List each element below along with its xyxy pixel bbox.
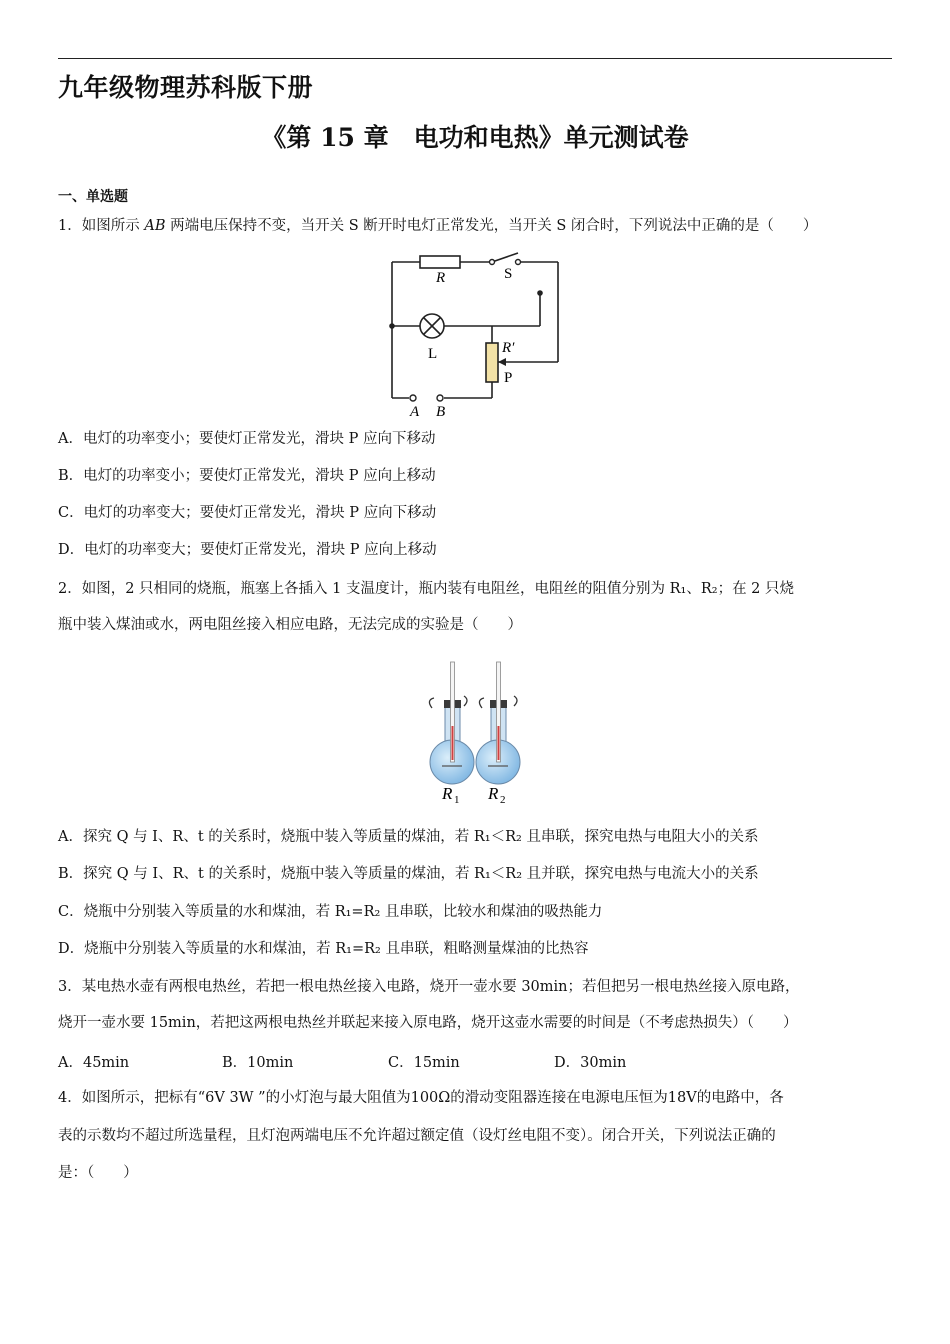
fig2-label-R2-sub: 2 xyxy=(500,794,506,806)
q4-stem-line2: 表的示数均不超过所选量程，且灯泡两端电压不允许超过额定值（设灯丝电阻不变）。闭合开关，下列说法正确的 xyxy=(58,1128,776,1144)
q3-stem-line1: 3．某电热水壶有两根电热丝，若把一根电热丝接入电路，烧开一壶水要 30min；若但把另一根电热丝接入原电路， xyxy=(58,979,800,995)
q1-option-c: C．电灯的功率变大；要使灯正常发光，滑块 P 应向下移动 xyxy=(58,505,437,521)
fig1-label-A: A xyxy=(410,404,420,420)
q3-option-b: B．10min xyxy=(222,1055,294,1071)
q2-option-a: A．探究 Q 与 I、R、t 的关系时，烧瓶中装入等质量的煤油，若 R₁＜R₂ 且串联，探究电热与电阻大小的关系 xyxy=(58,829,759,845)
q2-option-c: C．烧瓶中分别装入等质量的水和煤油，若 R₁=R₂ 且串联，比较水和煤油的吸热能力 xyxy=(58,904,603,920)
q3-option-d: D．30min xyxy=(554,1055,627,1071)
q4-stem-line3: 是：（ ） xyxy=(58,1165,138,1181)
fig1-label-Rprime: R′ xyxy=(502,340,515,356)
q1-circuit-figure xyxy=(380,246,570,422)
q3-stem-line2: 烧开一壶水要 15min，若把这两根电热丝并联起来接入原电路，烧开这壶水需要的时间是（不考虑热损失）（ ） xyxy=(58,1015,798,1031)
section-heading: 一、单选题 xyxy=(58,189,128,205)
top-rule xyxy=(58,58,892,59)
fig2-label-R2: R xyxy=(488,784,499,803)
q1-option-a: A．电灯的功率变小；要使灯正常发光，滑块 P 应向下移动 xyxy=(58,431,436,447)
q1-stem-ab: AB xyxy=(144,218,166,234)
q2-option-b: B．探究 Q 与 I、R、t 的关系时，烧瓶中装入等质量的煤油，若 R₁＜R₂ 且并联，探究电热与电流大小的关系 xyxy=(58,866,759,882)
fig2-label-R1: R xyxy=(442,784,453,803)
q3-option-c: C．15min xyxy=(388,1055,460,1071)
fig1-label-L: L xyxy=(428,346,438,362)
q2-option-d: D．烧瓶中分别装入等质量的水和煤油，若 R₁=R₂ 且串联，粗略测量煤油的比热容 xyxy=(58,941,589,957)
q1-stem-a: 1．如图所示 xyxy=(58,218,145,234)
fig1-label-P: P xyxy=(504,370,513,386)
fig1-label-B: B xyxy=(436,404,446,420)
q1-stem-b: 两端电压保持不变，当开关 S 断开时电灯正常发光，当开关 S 闭合时，下列说法中正确的是（ ） xyxy=(165,218,818,234)
page-title: 《第 15 章 电功和电热》单元测试卷 xyxy=(261,123,689,152)
flask-2 xyxy=(476,662,520,784)
q1-option-d: D．电灯的功率变大；要使灯正常发光，滑块 P 应向上移动 xyxy=(58,542,437,558)
q4-stem-line1: 4．如图所示，把标有“6V 3W ”的小灯泡与最大阻值为100Ω的滑动变阻器连接在电源电压恒为18V的电路中，各 xyxy=(58,1090,784,1106)
q2-stem-line1: 2．如图，2 只相同的烧瓶，瓶塞上各插入 1 支温度计，瓶内装有电阻丝，电阻丝的阻值分别为 R₁、R₂；在 2 只烧 xyxy=(58,581,795,597)
q3-option-a: A．45min xyxy=(58,1055,130,1071)
q2-flasks-figure xyxy=(420,656,530,806)
fig1-label-S: S xyxy=(504,266,513,282)
page-header: 九年级物理苏科版下册 xyxy=(58,73,314,102)
q1-option-b: B．电灯的功率变小；要使灯正常发光，滑块 P 应向上移动 xyxy=(58,468,436,484)
flask-1 xyxy=(429,662,474,784)
fig2-label-R1-sub: 1 xyxy=(454,794,460,806)
fig1-label-R: R xyxy=(436,270,446,286)
q1-stem xyxy=(58,216,817,236)
q2-stem-line2: 瓶中装入煤油或水，两电阻丝接入相应电路，无法完成的实验是（ ） xyxy=(58,617,522,633)
